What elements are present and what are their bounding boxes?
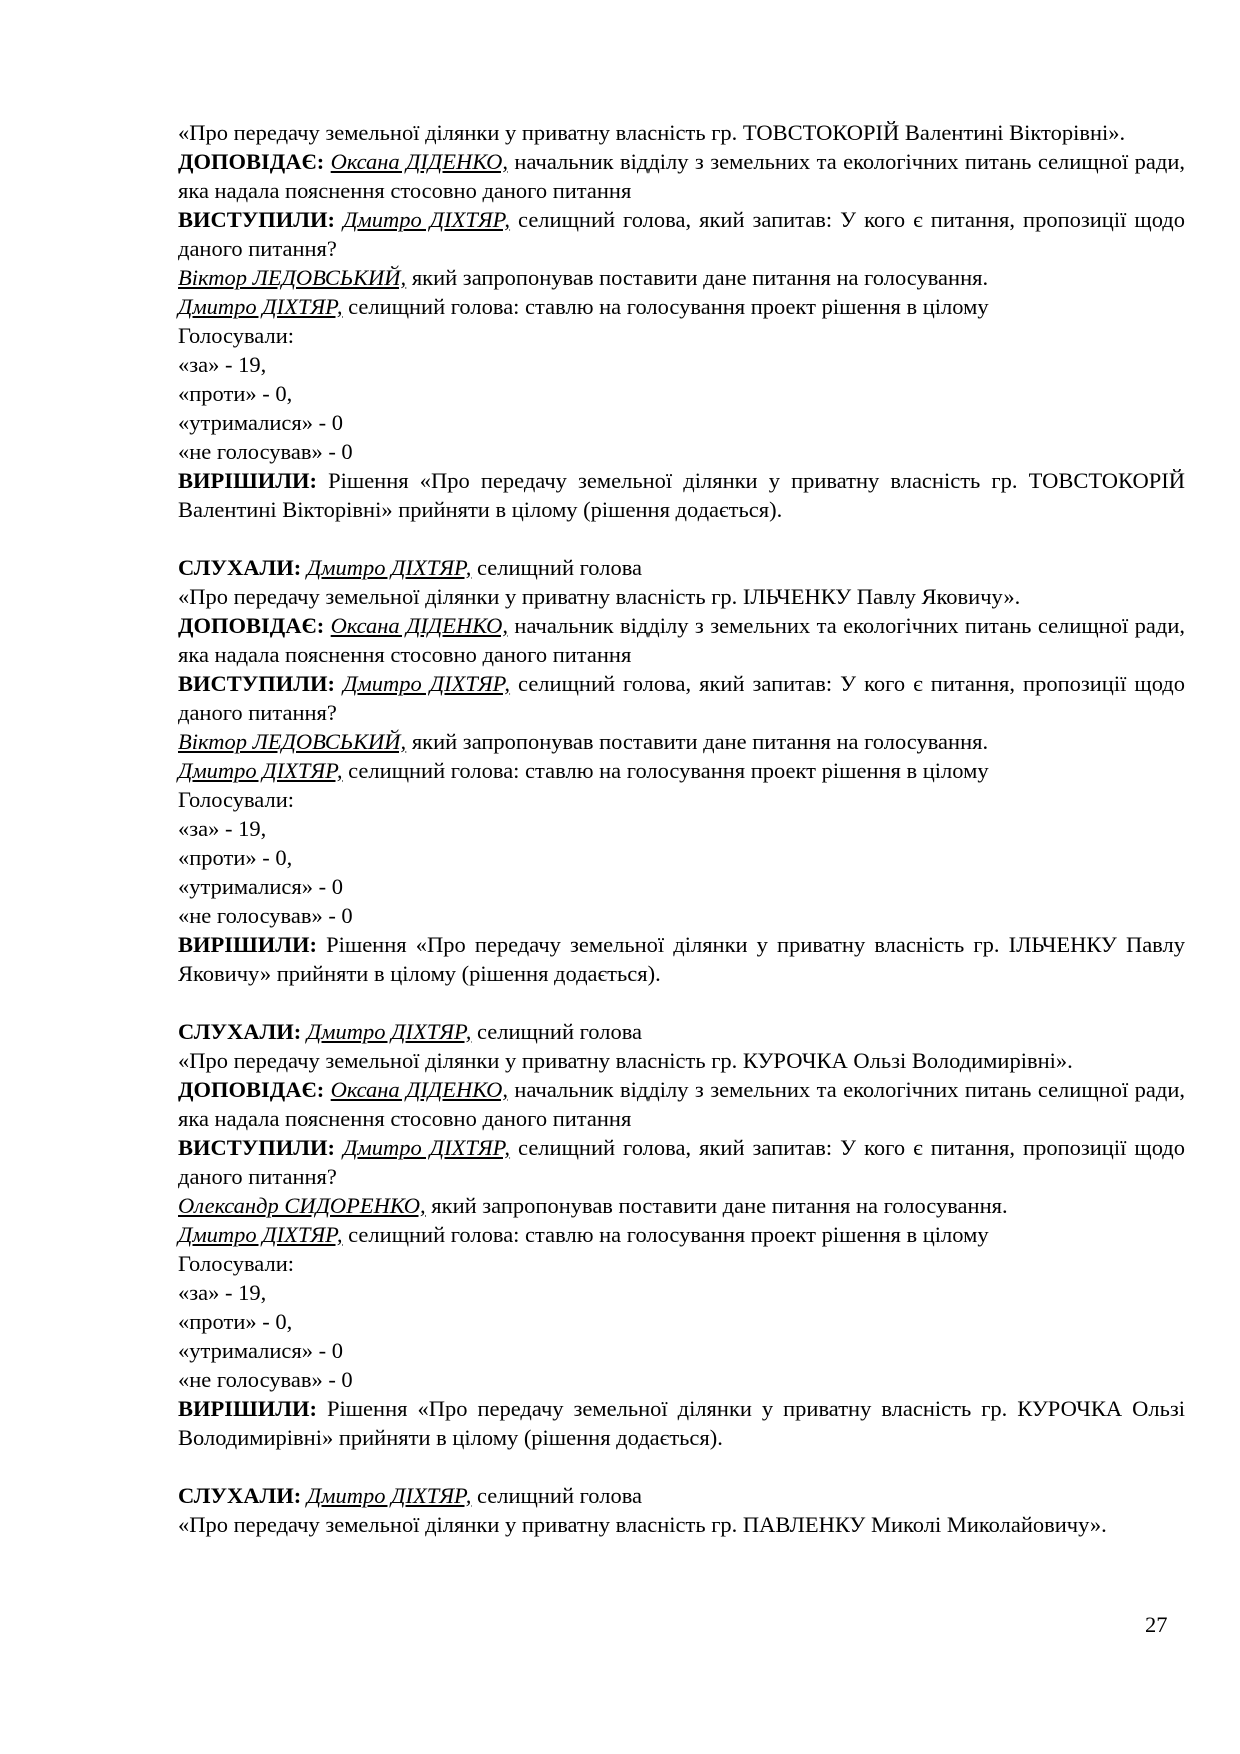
chair-text: селищний голова: ставлю на голосування проект рішення в цілому — [342, 294, 989, 319]
decision-text: Рішення «Про передачу земельної ділянки у приватну власність гр. ІЛЬЧЕНКУ Павлу Яковичу» прийняти в цілому (рішення додається). — [178, 932, 1185, 986]
discussion-text: селищний голова, який запитав: У кого є питання, пропозиції щодо даного питання? — [178, 207, 1186, 261]
listened-text: селищний голова — [471, 555, 643, 580]
section-gap — [178, 988, 1185, 1017]
chair-line — [178, 1220, 1185, 1249]
speaker-label: ДОПОВІДАЄ: — [178, 613, 325, 638]
decision-label: ВИРІШИЛИ: — [178, 468, 317, 493]
item-title: «Про передачу земельної ділянки у приватну власність гр. КУРОЧКА Ользі Володимирівні». — [178, 1048, 1073, 1073]
listened-line — [178, 553, 1185, 582]
listened-line — [178, 1481, 1185, 1510]
listened-name: Дмитро ДІХТЯР, — [306, 555, 472, 580]
vote-against: «проти» - 0, — [178, 381, 293, 406]
discussion-label: ВИСТУПИЛИ: — [178, 207, 336, 232]
discussion-line — [178, 1133, 1185, 1191]
decision-line — [178, 930, 1185, 988]
vote-not-voted: «не голосував» - 0 — [178, 439, 353, 464]
decision-text: Рішення «Про передачу земельної ділянки у приватну власність гр. КУРОЧКА Ользі Володимирівні» прийняти в цілому (рішення додається). — [178, 1396, 1185, 1450]
agenda-item — [178, 118, 1185, 524]
agenda-item — [178, 553, 1185, 988]
item-title: «Про передачу земельної ділянки у приватну власність гр. ПАВЛЕНКУ Миколі Миколайовичу». — [178, 1512, 1107, 1537]
vote-against: «проти» - 0, — [178, 1309, 293, 1334]
listened-name: Дмитро ДІХТЯР, — [306, 1019, 472, 1044]
discussion-text: селищний голова, який запитав: У кого є питання, пропозиції щодо даного питання? — [178, 671, 1186, 725]
speaker-text: начальник відділу з земельних та екологічних питань селищної ради, яка надала пояснення стосовно даного питання — [178, 1077, 1185, 1131]
chair-name: Дмитро ДІХТЯР, — [178, 1222, 343, 1247]
discussion-name: Дмитро ДІХТЯР, — [343, 1135, 511, 1160]
discussion-label: ВИСТУПИЛИ: — [178, 1135, 336, 1160]
proposal-line — [178, 1191, 1185, 1220]
item-title: «Про передачу земельної ділянки у приватну власність гр. ТОВСТОКОРІЙ Валентині Вікторівні». — [178, 120, 1126, 145]
voted-label: Голосували: — [178, 323, 294, 348]
chair-text: селищний голова: ставлю на голосування проект рішення в цілому — [342, 1222, 989, 1247]
chair-text: селищний голова: ставлю на голосування проект рішення в цілому — [342, 758, 989, 783]
vote-abstained: «утрималися» - 0 — [178, 874, 344, 899]
speaker-name: Оксана ДІДЕНКО, — [330, 613, 508, 638]
vote-not-voted: «не голосував» - 0 — [178, 903, 353, 928]
speaker-line — [178, 611, 1185, 669]
proposal-line — [178, 727, 1185, 756]
proposer-name: Віктор ЛЕДОВСЬКИЙ, — [178, 265, 407, 290]
agenda-item — [178, 1017, 1185, 1452]
chair-name: Дмитро ДІХТЯР, — [178, 758, 343, 783]
decision-text: Рішення «Про передачу земельної ділянки у приватну власність гр. ТОВСТОКОРІЙ Валентині Вікторівні» прийняти в цілому (рішення додається). — [178, 468, 1185, 522]
page-number: 27 — [1145, 1612, 1168, 1637]
listened-label: СЛУХАЛИ: — [178, 555, 302, 580]
vote-not-voted: «не голосував» - 0 — [178, 1367, 353, 1392]
discussion-line — [178, 669, 1185, 727]
speaker-name: Оксана ДІДЕНКО, — [330, 1077, 508, 1102]
section-gap — [178, 524, 1185, 553]
discussion-label: ВИСТУПИЛИ: — [178, 671, 336, 696]
discussion-name: Дмитро ДІХТЯР, — [343, 207, 511, 232]
proposer-name: Віктор ЛЕДОВСЬКИЙ, — [178, 729, 407, 754]
vote-for: «за» - 19, — [178, 1280, 267, 1305]
vote-for: «за» - 19, — [178, 352, 267, 377]
speaker-line — [178, 1075, 1185, 1133]
proposer-name: Олександр СИДОРЕНКО, — [178, 1193, 426, 1218]
vote-abstained: «утрималися» - 0 — [178, 410, 344, 435]
agenda-item — [178, 1481, 1185, 1539]
decision-line — [178, 466, 1185, 524]
vote-abstained: «утрималися» - 0 — [178, 1338, 344, 1363]
listened-text: селищний голова — [471, 1483, 643, 1508]
proposer-text: який запропонував поставити дане питання на голосування. — [406, 729, 989, 754]
vote-against: «проти» - 0, — [178, 845, 293, 870]
section-gap — [178, 1452, 1185, 1481]
listened-label: СЛУХАЛИ: — [178, 1019, 302, 1044]
chair-line — [178, 756, 1185, 785]
listened-label: СЛУХАЛИ: — [178, 1483, 302, 1508]
speaker-text: начальник відділу з земельних та екологічних питань селищної ради, яка надала пояснення стосовно даного питання — [178, 613, 1185, 667]
proposer-text: який запропонував поставити дане питання на голосування. — [425, 1193, 1008, 1218]
listened-line — [178, 1017, 1185, 1046]
speaker-line — [178, 147, 1185, 205]
voted-label: Голосували: — [178, 1251, 294, 1276]
speaker-label: ДОПОВІДАЄ: — [178, 1077, 325, 1102]
speaker-name: Оксана ДІДЕНКО, — [330, 149, 508, 174]
speaker-label: ДОПОВІДАЄ: — [178, 149, 325, 174]
discussion-text: селищний голова, який запитав: У кого є питання, пропозиції щодо даного питання? — [178, 1135, 1186, 1189]
chair-name: Дмитро ДІХТЯР, — [178, 294, 343, 319]
proposal-line — [178, 263, 1185, 292]
discussion-line — [178, 205, 1185, 263]
listened-text: селищний голова — [471, 1019, 643, 1044]
item-title: «Про передачу земельної ділянки у приватну власність гр. ІЛЬЧЕНКУ Павлу Яковичу». — [178, 584, 1021, 609]
proposer-text: який запропонував поставити дане питання на голосування. — [406, 265, 989, 290]
discussion-name: Дмитро ДІХТЯР, — [343, 671, 511, 696]
speaker-text: начальник відділу з земельних та екологічних питань селищної ради, яка надала пояснення стосовно даного питання — [178, 149, 1185, 203]
voted-label: Голосували: — [178, 787, 294, 812]
document-body — [178, 118, 1185, 1539]
decision-label: ВИРІШИЛИ: — [178, 1396, 317, 1421]
listened-name: Дмитро ДІХТЯР, — [306, 1483, 472, 1508]
vote-for: «за» - 19, — [178, 816, 267, 841]
decision-label: ВИРІШИЛИ: — [178, 932, 317, 957]
chair-line — [178, 292, 1185, 321]
decision-line — [178, 1394, 1185, 1452]
